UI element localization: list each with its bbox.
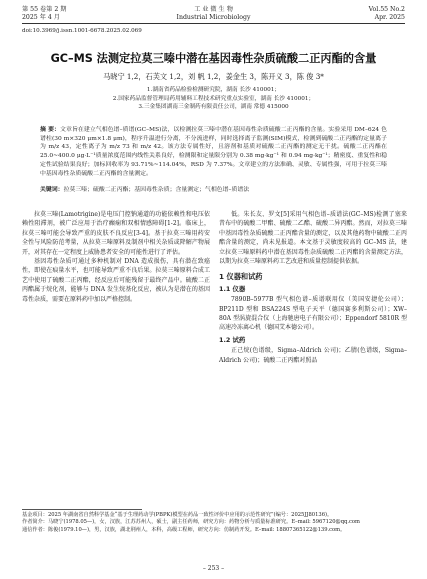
running-header bbox=[22, 6, 405, 46]
affiliations bbox=[0, 86, 427, 112]
footnote-corresponding: 通信作者：陈俊(1979.10—)，男，汉族，湖北荆州人，本科，高级工程师，研究方向：仿制药开发。E–mail: 18807365122@139.com。 bbox=[22, 526, 346, 533]
journal-title-en: Industrial Microbiology bbox=[176, 14, 251, 21]
section-heading: 1 仪器和试药 bbox=[219, 272, 263, 282]
subsection-heading: 1.1 仪器 bbox=[219, 284, 246, 293]
abstract-text: 文章旨在建立气相色谱–质谱(GC–MS)法，以检测拉莫三嗪中潜在基因毒性杂质硫酸二正丙酯的含量。实验采用 DM–624 色谱柱(30 m×320 μm×1.8 μm)，程序升温进行分离，不分流进样，同时选择离子监测(SIM)模式，检测到硫酸二正丙酯的定量离子为 m/z 43，定性离子为 m/z 73 和 m/z 42。该方法专属性好，且溶剂和基质对硫酸二正丙酯的测定无干扰。硫酸二正丙酯在 25.0~400.0 μg·L⁻¹质量浓度范围内线性关系良好，检测限和定量限分别为 0.38 mg·kg⁻¹ 和 0.94 mg·kg⁻¹；精密度、重复性和稳定性试验结果良好；加标回收率为 93.71%~114.04%，RSD 为 7.37%。文章建立的方法准确、灵敏、专属性强，可用于拉莫三嗪中基因毒性杂质硫酸二正丙酯的含量测定。 bbox=[40, 127, 387, 177]
paragraph: 拉莫三嗪(Lamotrigine)是电压门控钠通道的功能依赖性和电压依赖性阻滞剂，被广泛应用于治疗癫痫和双相情感障碍[1-2]。临床上，拉莫三嗪可能会导致严重的皮肤不良反应[3-4]。基于拉莫三嗪用药安全性与风险防范考量，从拉莫三嗪原料及制剂中相关杂质或降解产物展开，对其存在一定程度上威胁患者安全的可能性进行了评估。 bbox=[22, 211, 210, 256]
header-volume-en: Vol.55 No.2 Apr. 2025 bbox=[368, 6, 405, 21]
authors: 马晓宁 1,2，石芙文 1,2，刘 帆 1,2，姜金生 3，陈开义 3，陈 俊 3* bbox=[103, 72, 324, 81]
paragraph: 低。朱长友、罗文[5]采用气相色谱–质谱法(GC–MS)检测了塞来昔布中的硫酸二甲酯、硫酸二乙酯、硫酸二异丙酯。然而，对拉莫三嗪中基因毒性杂质硫酸二正丙酯含量的测定，以及其他药物中硫酸二正丙酯含量的测定，尚未见报道。本文基于灵敏度较高的 GC–MS 法，建立拉莫三嗪原料药中潜在基因毒性杂质硫酸二正丙酯的含量测定方法，以期为拉莫三嗪原料药工艺改进和质量控制提供依据。 bbox=[219, 211, 407, 266]
footnotes bbox=[22, 512, 405, 534]
affiliation-3: 3.三金集团湖南三金制药有限责任公司，湖南 常德 415000 bbox=[138, 104, 289, 111]
paragraph: 正己烷(色谱级，Sigma–Aldrich 公司)；乙腈(色谱级，Sigma–Aldrich 公司)；硫酸二正丙酯对照品 bbox=[219, 347, 407, 364]
affiliation-1: 1.湖南省药品检验检测研究院，湖南 长沙 410001； bbox=[146, 87, 281, 93]
subsection-heading: 1.2 试药 bbox=[219, 335, 246, 344]
body-columns bbox=[22, 210, 405, 510]
left-column bbox=[22, 210, 210, 304]
affiliation-2: 2.国家药品监督管理局药用辅料工程技术研究重点实验室，湖南 长沙 410001； bbox=[112, 95, 315, 102]
keywords bbox=[40, 186, 387, 194]
right-column bbox=[219, 210, 407, 365]
doi: doi:10.3969/j.issn.1001-6678.2025.02.069 bbox=[22, 28, 142, 34]
article-title: GC–MS 法测定拉莫三嗪中潜在基因毒性杂质硫酸二正丙酯的含量 bbox=[50, 52, 377, 65]
header-volume: 第 55 卷第 2 期 2025 年 4 月 bbox=[22, 6, 67, 21]
page-number: – 253 – bbox=[202, 565, 225, 572]
keywords-text: 拉莫三嗪；硫酸二正丙酯；基因毒性杂质；含量测定；气相色谱–质谱法 bbox=[63, 187, 250, 193]
keywords-label: 关键词： bbox=[40, 186, 64, 193]
header-journal bbox=[22, 6, 405, 22]
footnote-funding: 基金项目：2025 年湖南省自然科学基金“基于生理药动学(PBPK)模型在药品一致性评价中应用的示范性研究”(编号：2025JJ80136)。 bbox=[22, 512, 333, 518]
header-rule bbox=[22, 23, 405, 24]
abstract bbox=[40, 126, 387, 178]
journal-title-cn: 工 业 微 生 物 bbox=[194, 6, 233, 13]
footnote-author: 作者简介：马晓宁(1978.05—)，女，汉族，江苏苏州人，硕士，副主任药师，研究方向：药物分析与质量标准研究。E–mail: 5967120@qq.com bbox=[22, 519, 360, 526]
paragraph: 7890B–5977B 型气相色谱–质谱联用仪（美国安捷伦公司）；BP211D 型和 BSA224S 型电子天平（德国赛多利斯公司）；XW–80A 型涡旋混合仪（上海驰唐电子有限公司）；Eppendorf 5810R 型高速冷冻离心机（德国艾本德公司）。 bbox=[219, 296, 407, 332]
abstract-label: 摘 要： bbox=[40, 126, 61, 133]
footnote-rule bbox=[22, 509, 142, 510]
paragraph: 基因毒性杂质可通过多种机制对 DNA 造成损伤，具有潜在致癌性，即使在痕量水平，也可能导致严重不良后果。拉莫三嗪原料合成工艺中使用了硫酸二正丙酯，经反应后可能残留于最终产品中。硫酸二正丙酯属于烷化剂，能够与 DNA 发生烷基化反应，被认为是潜在的基因毒性杂质，需要在原料药中加以严格控制。 bbox=[22, 258, 210, 303]
